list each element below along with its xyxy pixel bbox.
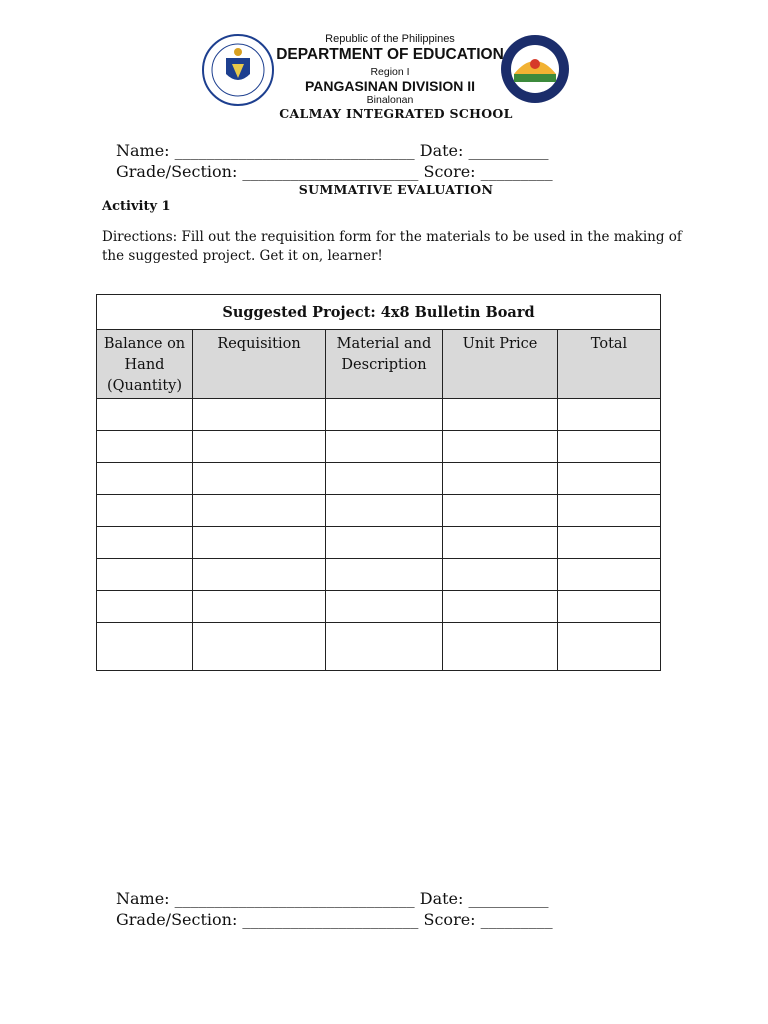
requisition-table bbox=[96, 294, 661, 671]
table-row bbox=[97, 431, 661, 463]
grade-score-line: Grade/Section: ______________________ Score: _________ bbox=[116, 162, 553, 181]
table-cell[interactable] bbox=[326, 559, 443, 591]
table-cell[interactable] bbox=[97, 495, 193, 527]
table-cell[interactable] bbox=[443, 399, 558, 431]
table-row bbox=[97, 591, 661, 623]
republic-text: Republic of the Philippines bbox=[325, 33, 455, 45]
table-cell[interactable] bbox=[326, 399, 443, 431]
table-row bbox=[97, 623, 661, 671]
division-title: PANGASINAN DIVISION II bbox=[304, 78, 476, 94]
table-cell[interactable] bbox=[193, 527, 326, 559]
table-cell[interactable] bbox=[558, 527, 661, 559]
table-cell[interactable] bbox=[558, 623, 661, 671]
municipality-text: Binalonan bbox=[366, 94, 414, 106]
name-date-line: Name: ______________________________ Date: __________ bbox=[116, 141, 549, 160]
table-cell[interactable] bbox=[193, 463, 326, 495]
table-cell[interactable] bbox=[443, 591, 558, 623]
table-row bbox=[97, 559, 661, 591]
table-cell[interactable] bbox=[326, 623, 443, 671]
activity-heading: Activity 1 bbox=[102, 199, 171, 214]
table-cell[interactable] bbox=[443, 527, 558, 559]
table-cell[interactable] bbox=[326, 591, 443, 623]
table-cell[interactable] bbox=[193, 399, 326, 431]
bottom-name-date-line: Name: ______________________________ Date: __________ bbox=[116, 889, 549, 908]
table-cell[interactable] bbox=[558, 399, 661, 431]
table-cell[interactable] bbox=[443, 559, 558, 591]
division-seal-logo bbox=[500, 34, 570, 104]
column-header: Total bbox=[558, 330, 661, 399]
table-cell[interactable] bbox=[193, 623, 326, 671]
table-cell[interactable] bbox=[558, 495, 661, 527]
table-cell[interactable] bbox=[193, 591, 326, 623]
school-name: CALMAY INTEGRATED SCHOOL bbox=[279, 106, 513, 121]
project-title: Suggested Project: 4x8 Bulletin Board bbox=[97, 295, 661, 330]
table-cell[interactable] bbox=[97, 623, 193, 671]
table-cell[interactable] bbox=[443, 495, 558, 527]
table-cell[interactable] bbox=[97, 399, 193, 431]
table-cell[interactable] bbox=[558, 463, 661, 495]
table-cell[interactable] bbox=[443, 431, 558, 463]
table-cell[interactable] bbox=[97, 559, 193, 591]
table-cell[interactable] bbox=[97, 431, 193, 463]
table-cell[interactable] bbox=[326, 495, 443, 527]
deped-seal-logo bbox=[202, 34, 274, 106]
table-cell[interactable] bbox=[97, 527, 193, 559]
table-cell[interactable] bbox=[97, 463, 193, 495]
column-header: Balance on Hand (Quantity) bbox=[97, 330, 193, 399]
table-cell[interactable] bbox=[558, 591, 661, 623]
table-cell[interactable] bbox=[326, 431, 443, 463]
directions-text: Directions: Fill out the requisition form for the materials to be used in the making of the suggested project. Get it on, learner! bbox=[102, 229, 682, 264]
column-header: Unit Price bbox=[443, 330, 558, 399]
region-text: Region I bbox=[370, 66, 410, 78]
evaluation-title: SUMMATIVE EVALUATION bbox=[298, 182, 494, 197]
table-cell[interactable] bbox=[326, 527, 443, 559]
table-cell[interactable] bbox=[558, 559, 661, 591]
column-header: Requisition bbox=[193, 330, 326, 399]
table-row bbox=[97, 527, 661, 559]
table-cell[interactable] bbox=[443, 623, 558, 671]
table-cell[interactable] bbox=[97, 591, 193, 623]
table-row bbox=[97, 399, 661, 431]
table-cell[interactable] bbox=[193, 495, 326, 527]
table-cell[interactable] bbox=[443, 463, 558, 495]
table-cell[interactable] bbox=[193, 431, 326, 463]
department-title: DEPARTMENT OF EDUCATION bbox=[276, 46, 504, 63]
table-cell[interactable] bbox=[558, 431, 661, 463]
table-cell[interactable] bbox=[326, 463, 443, 495]
table-row bbox=[97, 463, 661, 495]
bottom-grade-score-line: Grade/Section: ______________________ Score: _________ bbox=[116, 910, 553, 929]
column-header: Material and Description bbox=[326, 330, 443, 399]
table-cell[interactable] bbox=[193, 559, 326, 591]
table-row bbox=[97, 495, 661, 527]
